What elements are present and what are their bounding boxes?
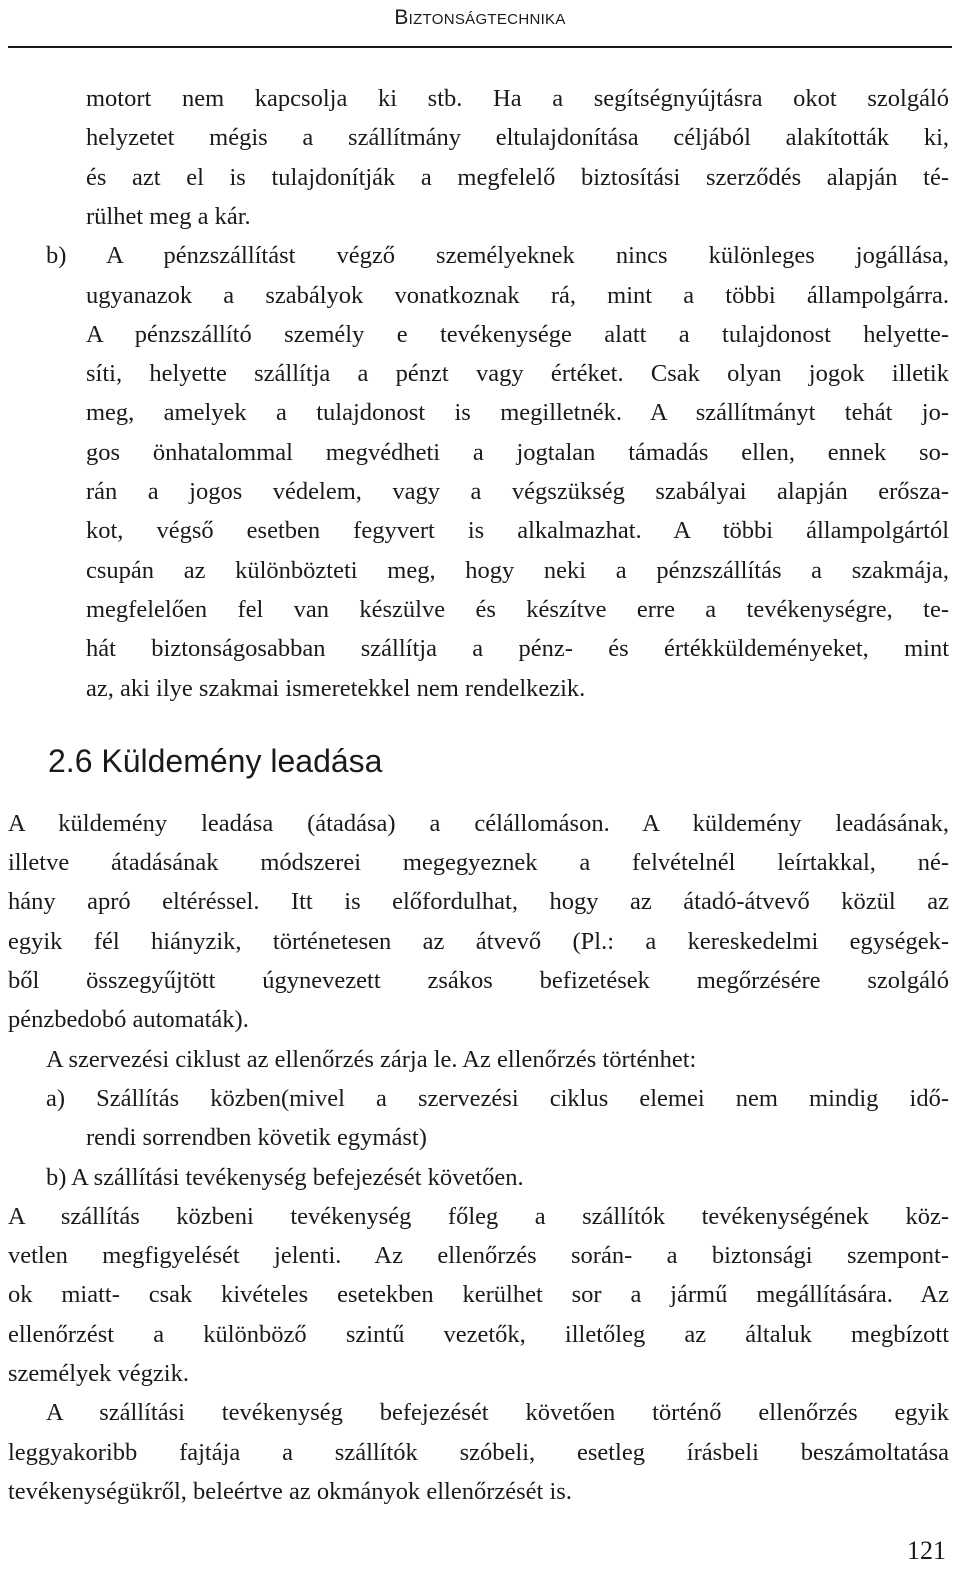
paragraph-line: személyek végzik. bbox=[8, 1360, 189, 1387]
paragraph-line: vetlen megfigyelését jelenti. Az ellenőrzés során- a biztonsági szempont- bbox=[8, 1242, 949, 1270]
paragraph-line: helyzetet mégis a szállítmány eltulajdonítása céljából alakították ki, bbox=[86, 124, 949, 152]
section-heading: 2.6 Küldemény leadása bbox=[48, 742, 383, 779]
list-item-b-line: b) A pénzszállítást végző személyeknek nincs különleges jogállása, bbox=[46, 242, 949, 270]
paragraph-line: tevékenységükről, beleértve az okmányok ellenőrzését is. bbox=[8, 1477, 572, 1505]
list-item-b-line: A pénzszállító személy e tevékenysége alatt a tulajdonost helyette- bbox=[86, 320, 949, 348]
paragraph-line: motort nem kapcsolja ki stb. Ha a segítségnyújtásra okot szolgáló bbox=[86, 85, 949, 112]
paragraph-line: rülhet meg a kár. bbox=[86, 202, 251, 230]
header-rule bbox=[8, 46, 952, 48]
list-item-b-line: b) A szállítási tevékenység befejezését követően. bbox=[46, 1163, 524, 1191]
list-item-b-line: rán a jogos védelem, vagy a végszükség szabályai alapján erősza- bbox=[86, 478, 949, 505]
list-item-a-line: a) Szállítás közben(mivel a szervezési ciklus elemei nem mindig idő- bbox=[46, 1084, 949, 1112]
list-item-b-line: meg, amelyek a tulajdonost is megilletnék. A szállítmányt tehát jo- bbox=[86, 399, 949, 427]
paragraph-line: ellenőrzést a különböző szintű vezetők, illetőleg az általuk megbízott bbox=[8, 1320, 949, 1348]
paragraph-line: illetve átadásának módszerei megegyeznek a felvételnél leírtakkal, né- bbox=[8, 849, 949, 877]
page-number: 121 bbox=[907, 1536, 946, 1565]
running-head-title: Biztonságtechnika bbox=[394, 6, 566, 29]
paragraph-line: leggyakoribb fajtája a szállítók szóbeli, esetleg írásbeli beszámoltatása bbox=[8, 1438, 949, 1466]
list-item-b-line: gos önhatalommal megvédheti a jogtalan támadás ellen, ennek so- bbox=[86, 438, 949, 466]
paragraph-line: és azt el is tulajdonítják a megfelelő biztosítási szerződés alapján té- bbox=[86, 163, 949, 191]
list-item-b-line: megfelelően fel van készülve és készítve erre a tevékenységre, te- bbox=[86, 595, 949, 623]
list-item-b-line: az, aki ilye szakmai ismeretekkel nem rendelkezik. bbox=[86, 674, 586, 702]
list-item-b-line: hát biztonságosabban szállítja a pénz- és értékküldeményeket, mint bbox=[86, 635, 949, 663]
list-item-b-line: kot, végső esetben fegyvert is alkalmazhat. A többi állampolgártól bbox=[86, 517, 949, 545]
list-item-b-line: síti, helyette szállítja a pénzt vagy értéket. Csak olyan jogok illetik bbox=[86, 360, 949, 388]
paragraph-line: egyik fél hiányzik, történetesen az átvevő (Pl.: a kereskedelmi egységek- bbox=[8, 927, 949, 955]
paragraph-line: A szállítási tevékenység befejezését követően történő ellenőrzés egyik bbox=[46, 1399, 949, 1427]
paragraph-line: ok miatt- csak kivételes esetekben kerülhet sor a jármű megállítására. Az bbox=[8, 1281, 949, 1309]
paragraph-line: A szállítás közbeni tevékenység főleg a szállítók tevékenységének köz- bbox=[8, 1202, 949, 1230]
list-item-b-line: csupán az különbözteti meg, hogy neki a pénzszállítás a szakmája, bbox=[86, 556, 949, 584]
running-head bbox=[0, 0, 960, 47]
paragraph-line: hány apró eltéréssel. Itt is előfordulhat, hogy az átadó-átvevő közül az bbox=[8, 888, 949, 916]
paragraph-line: ből összegyűjtött úgynevezett zsákos befizetések megőrzésére szolgáló bbox=[8, 967, 949, 994]
list-item-b-line: ugyanazok a szabályok vonatkoznak rá, mint a többi állampolgárra. bbox=[86, 281, 949, 309]
paragraph-line: A szervezési ciklust az ellenőrzés zárja le. Az ellenőrzés történhet: bbox=[46, 1045, 697, 1073]
paragraph-line: pénzbedobó automaták). bbox=[8, 1006, 249, 1034]
paragraph-line: A küldemény leadása (átadása) a célállomáson. A küldemény leadásának, bbox=[8, 809, 949, 837]
list-item-a-line: rendi sorrendben követik egymást) bbox=[86, 1124, 427, 1152]
